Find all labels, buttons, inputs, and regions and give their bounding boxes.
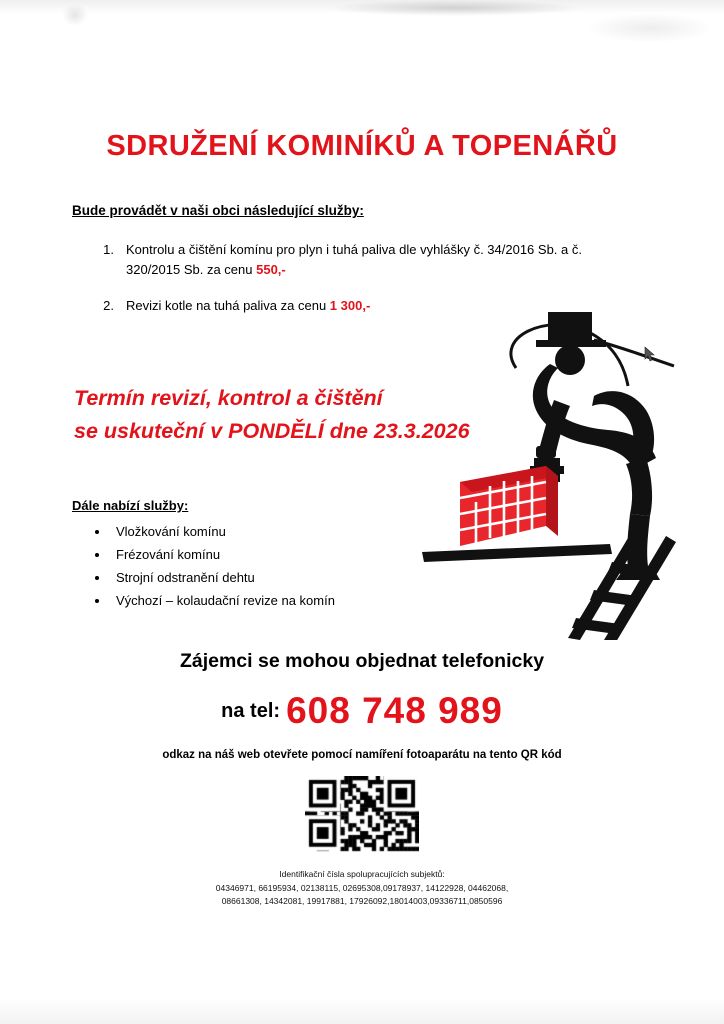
more-services-list (76, 520, 335, 612)
scan-artifact (330, 0, 580, 16)
scan-artifact (62, 4, 88, 26)
service-price: 550,- (256, 262, 286, 278)
ladder (568, 528, 676, 640)
order-instruction: Zájemci se mohou objednat telefonicky (179, 650, 545, 672)
page-title: SDRUŽENÍ KOMINÍKŮ A TOPENÁŘŮ (106, 130, 618, 162)
qr-instruction: odkaz na náš web otevřete pomocí namíření fotoaparátu na tento QR kód (162, 749, 562, 761)
brick-chimney (460, 466, 558, 546)
idents-line-2: 08661308, 14342081, 19917881, 17926092,18014003,09336711,0850596 (221, 896, 503, 907)
list-item (88, 240, 628, 280)
scan-artifact (590, 14, 710, 42)
term-line-1: Termín revizí, kontrol a čištění (74, 386, 383, 410)
list-item-text (126, 240, 628, 280)
telephone-block (0, 690, 724, 732)
service-description: Revizi kotle na tuhá paliva za cenu (126, 298, 330, 314)
idents-line-1: 04346971, 66195934, 02138115, 02695308,09178937, 14122928, 04462068, (215, 882, 509, 893)
list-item: • Vložkování komínu (110, 520, 335, 543)
more-services-heading: Dále nabízí služby: (72, 498, 189, 513)
telephone-number: 608 748 989 (286, 690, 503, 731)
list-item: • Strojní odstranění dehtu (110, 566, 335, 589)
identification-numbers (0, 868, 724, 909)
idents-heading: Identifikační čísla spolupracujících subjektů: (279, 869, 445, 879)
service-price: 1 300,- (329, 298, 371, 314)
list-item-number: 2. (103, 298, 114, 314)
list-item: • Frézování komínu (110, 543, 335, 566)
scan-edge-bottom (0, 998, 724, 1024)
list-item: • Výchozí – kolaudační revize na komín (110, 589, 335, 612)
mouse-cursor (644, 346, 656, 362)
telephone-label: na tel: (221, 700, 281, 722)
qr-code (305, 776, 419, 852)
lead-heading: Bude provádět v naši obci následující služby: (72, 203, 364, 218)
list-item-number: 1. (103, 242, 114, 257)
service-description: Kontrolu a čištění komínu pro plyn i tuhá paliva dle vyhlášky č. 34/2016 Sb. a č. 320/2015 Sb. za cenu (126, 242, 582, 278)
term-line-2: se uskuteční v PONDĚLÍ dne 23.3.2026 (74, 419, 470, 444)
